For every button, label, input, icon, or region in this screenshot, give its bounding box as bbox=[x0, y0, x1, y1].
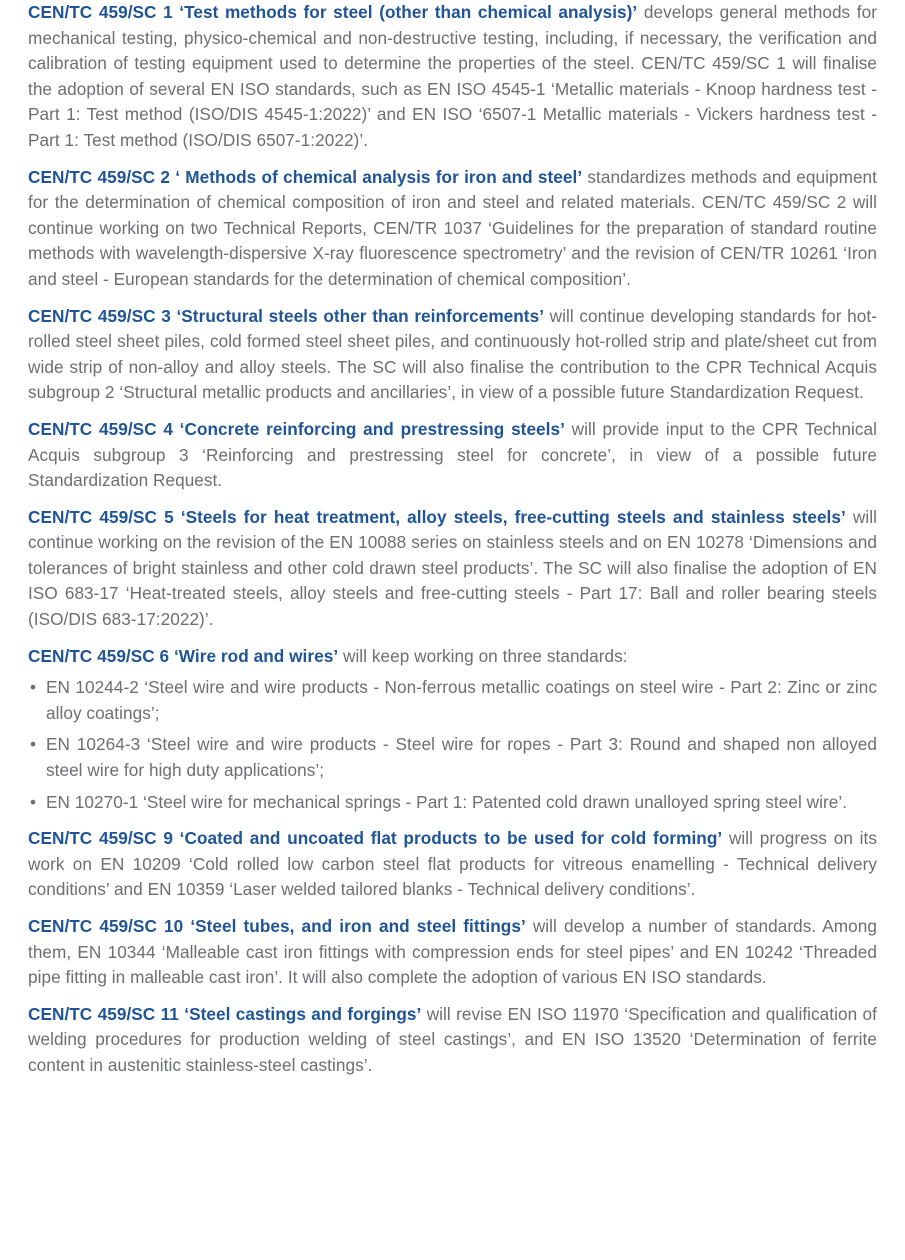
list-item-text: EN 10244-2 ‘Steel wire and wire products - Non-ferrous metallic coatings on steel wire - Part 2: Zinc or zinc alloy coatings’; bbox=[46, 677, 877, 723]
paragraph-lead-sc10: CEN/TC 459/SC 10 ‘Steel tubes, and iron and steel fittings’ bbox=[28, 916, 526, 936]
list-item bbox=[28, 790, 877, 816]
paragraph-sc9 bbox=[28, 826, 877, 903]
paragraph-text-sc6: will keep working on three standards: bbox=[338, 645, 628, 666]
paragraph-text-sc9: will progress on its work on EN 10209 ‘Cold rolled low carbon steel flat products for vitreous enamelling - Technical delivery conditions’ and EN 10359 ‘Laser welded tailored blanks - Technical delivery conditions’. bbox=[28, 828, 877, 900]
paragraph-text-sc1: develops general methods for mechanical testing, physico-chemical and non-destructive testing, including, if necessary, the verification and calibration of testing equipment used to determine the properties of the steel. CEN/TC 459/SC 1 will finalise the adoption of several EN ISO standards, such as EN ISO 4545-1 ‘Metallic materials - Knoop hardness test - Part 1: Test method (ISO/DIS 4545-1:2022)’ and EN ISO ‘6507-1 Metallic materials - Vickers hardness test - Part 1: Test method (ISO/DIS 6507-1:2022)’. bbox=[28, 2, 877, 150]
list-item-text: EN 10264-3 ‘Steel wire and wire products - Steel wire for ropes - Part 3: Round and shaped non alloyed steel wire for high duty applications’; bbox=[46, 734, 877, 781]
paragraph-lead-sc9: CEN/TC 459/SC 9 ‘Coated and uncoated flat products to be used for cold forming’ bbox=[28, 828, 723, 849]
document-body bbox=[28, 0, 877, 1090]
paragraph-sc10 bbox=[28, 914, 877, 991]
paragraph-text-sc2: standardizes methods and equipment for the determination of chemical composition of iron and steel and related materials. CEN/TC 459/SC 2 will continue working on two Technical Reports, CEN/TR 1037 ‘Guidelines for the preparation of standard routine methods with wavelength-dispersive X-ray fluorescence spectrometry’ and the revision of CEN/TR 10261 ‘Iron and steel - European standards for the determination of chemical composition’. bbox=[28, 166, 877, 289]
paragraph-lead-sc6: CEN/TC 459/SC 6 ‘Wire rod and wires’ bbox=[28, 645, 339, 666]
paragraph-sc1 bbox=[28, 0, 877, 154]
paragraph-sc2 bbox=[28, 165, 877, 293]
list-item bbox=[28, 675, 877, 726]
paragraph-text-sc4: will provide input to the CPR Technical Acquis subgroup 3 ‘Reinforcing and prestressing steel for concrete’, in view of a possible future Standardization Request. bbox=[28, 418, 877, 491]
paragraph-sc4 bbox=[28, 417, 877, 494]
paragraph-text-sc11: will revise EN ISO 11970 ‘Specification and qualification of welding procedures for production welding of steel castings’, and EN ISO 13520 ‘Determination of ferrite content in austenitic stainless-steel castings’. bbox=[28, 1003, 877, 1075]
paragraph-lead-sc3: CEN/TC 459/SC 3 ‘Structural steels other than reinforcements’ bbox=[28, 305, 545, 326]
bullet-icon: • bbox=[30, 791, 37, 812]
paragraph-lead-sc11: CEN/TC 459/SC 11 ‘Steel castings and forgings’ bbox=[28, 1003, 422, 1024]
paragraph-sc5 bbox=[28, 505, 877, 633]
paragraph-lead-sc5: CEN/TC 459/SC 5 ‘Steels for heat treatment, alloy steels, free-cutting steels and stainless steels’ bbox=[28, 506, 846, 527]
paragraph-text-sc10: will develop a number of standards. Among them, EN 10344 ‘Malleable cast iron fittings with compression ends for steel pipes’ and EN 10242 ‘Threaded pipe fitting in malleable cast iron’. It will also complete the adoption of various EN ISO standards. bbox=[28, 916, 877, 988]
bullet-icon: • bbox=[30, 677, 37, 698]
paragraph-text-sc5: will continue working on the revision of the EN 10088 series on stainless steels and on EN 10278 ‘Dimensions and tolerances of bright stainless and other cold drawn steel products’. The SC will also finalise the adoption of EN ISO 683-17 ‘Heat-treated steels, alloy steels and free-cutting steels - Part 17: Ball and roller bearing steels (ISO/DIS 683-17:2022)’. bbox=[28, 506, 877, 630]
list-item-text: EN 10270-1 ‘Steel wire for mechanical springs - Part 1: Patented cold drawn unalloyed spring steel wire’. bbox=[46, 791, 848, 812]
bullet-icon: • bbox=[30, 734, 37, 755]
paragraph-text-sc3: will continue developing standards for hot-rolled steel sheet piles, cold formed steel sheet piles, and continuously hot-rolled strip and plate/sheet cut from wide strip of non-alloy and alloy steels. The SC will also finalise the contribution to the CPR Technical Acquis subgroup 2 ‘Structural metallic products and ancillaries’, in view of a possible future Standardization Request. bbox=[28, 305, 877, 403]
paragraph-sc6 bbox=[28, 644, 877, 670]
paragraph-lead-sc4: CEN/TC 459/SC 4 ‘Concrete reinforcing and prestressing steels’ bbox=[28, 418, 565, 439]
list-item bbox=[28, 732, 877, 783]
paragraph-lead-sc1: CEN/TC 459/SC 1 ‘Test methods for steel (other than chemical analysis)’ bbox=[28, 2, 638, 22]
paragraph-lead-sc2: CEN/TC 459/SC 2 ‘ Methods of chemical analysis for iron and steel’ bbox=[28, 166, 583, 187]
sc6-standards-list bbox=[28, 675, 877, 815]
paragraph-sc3 bbox=[28, 304, 877, 406]
paragraph-sc11 bbox=[28, 1002, 877, 1079]
